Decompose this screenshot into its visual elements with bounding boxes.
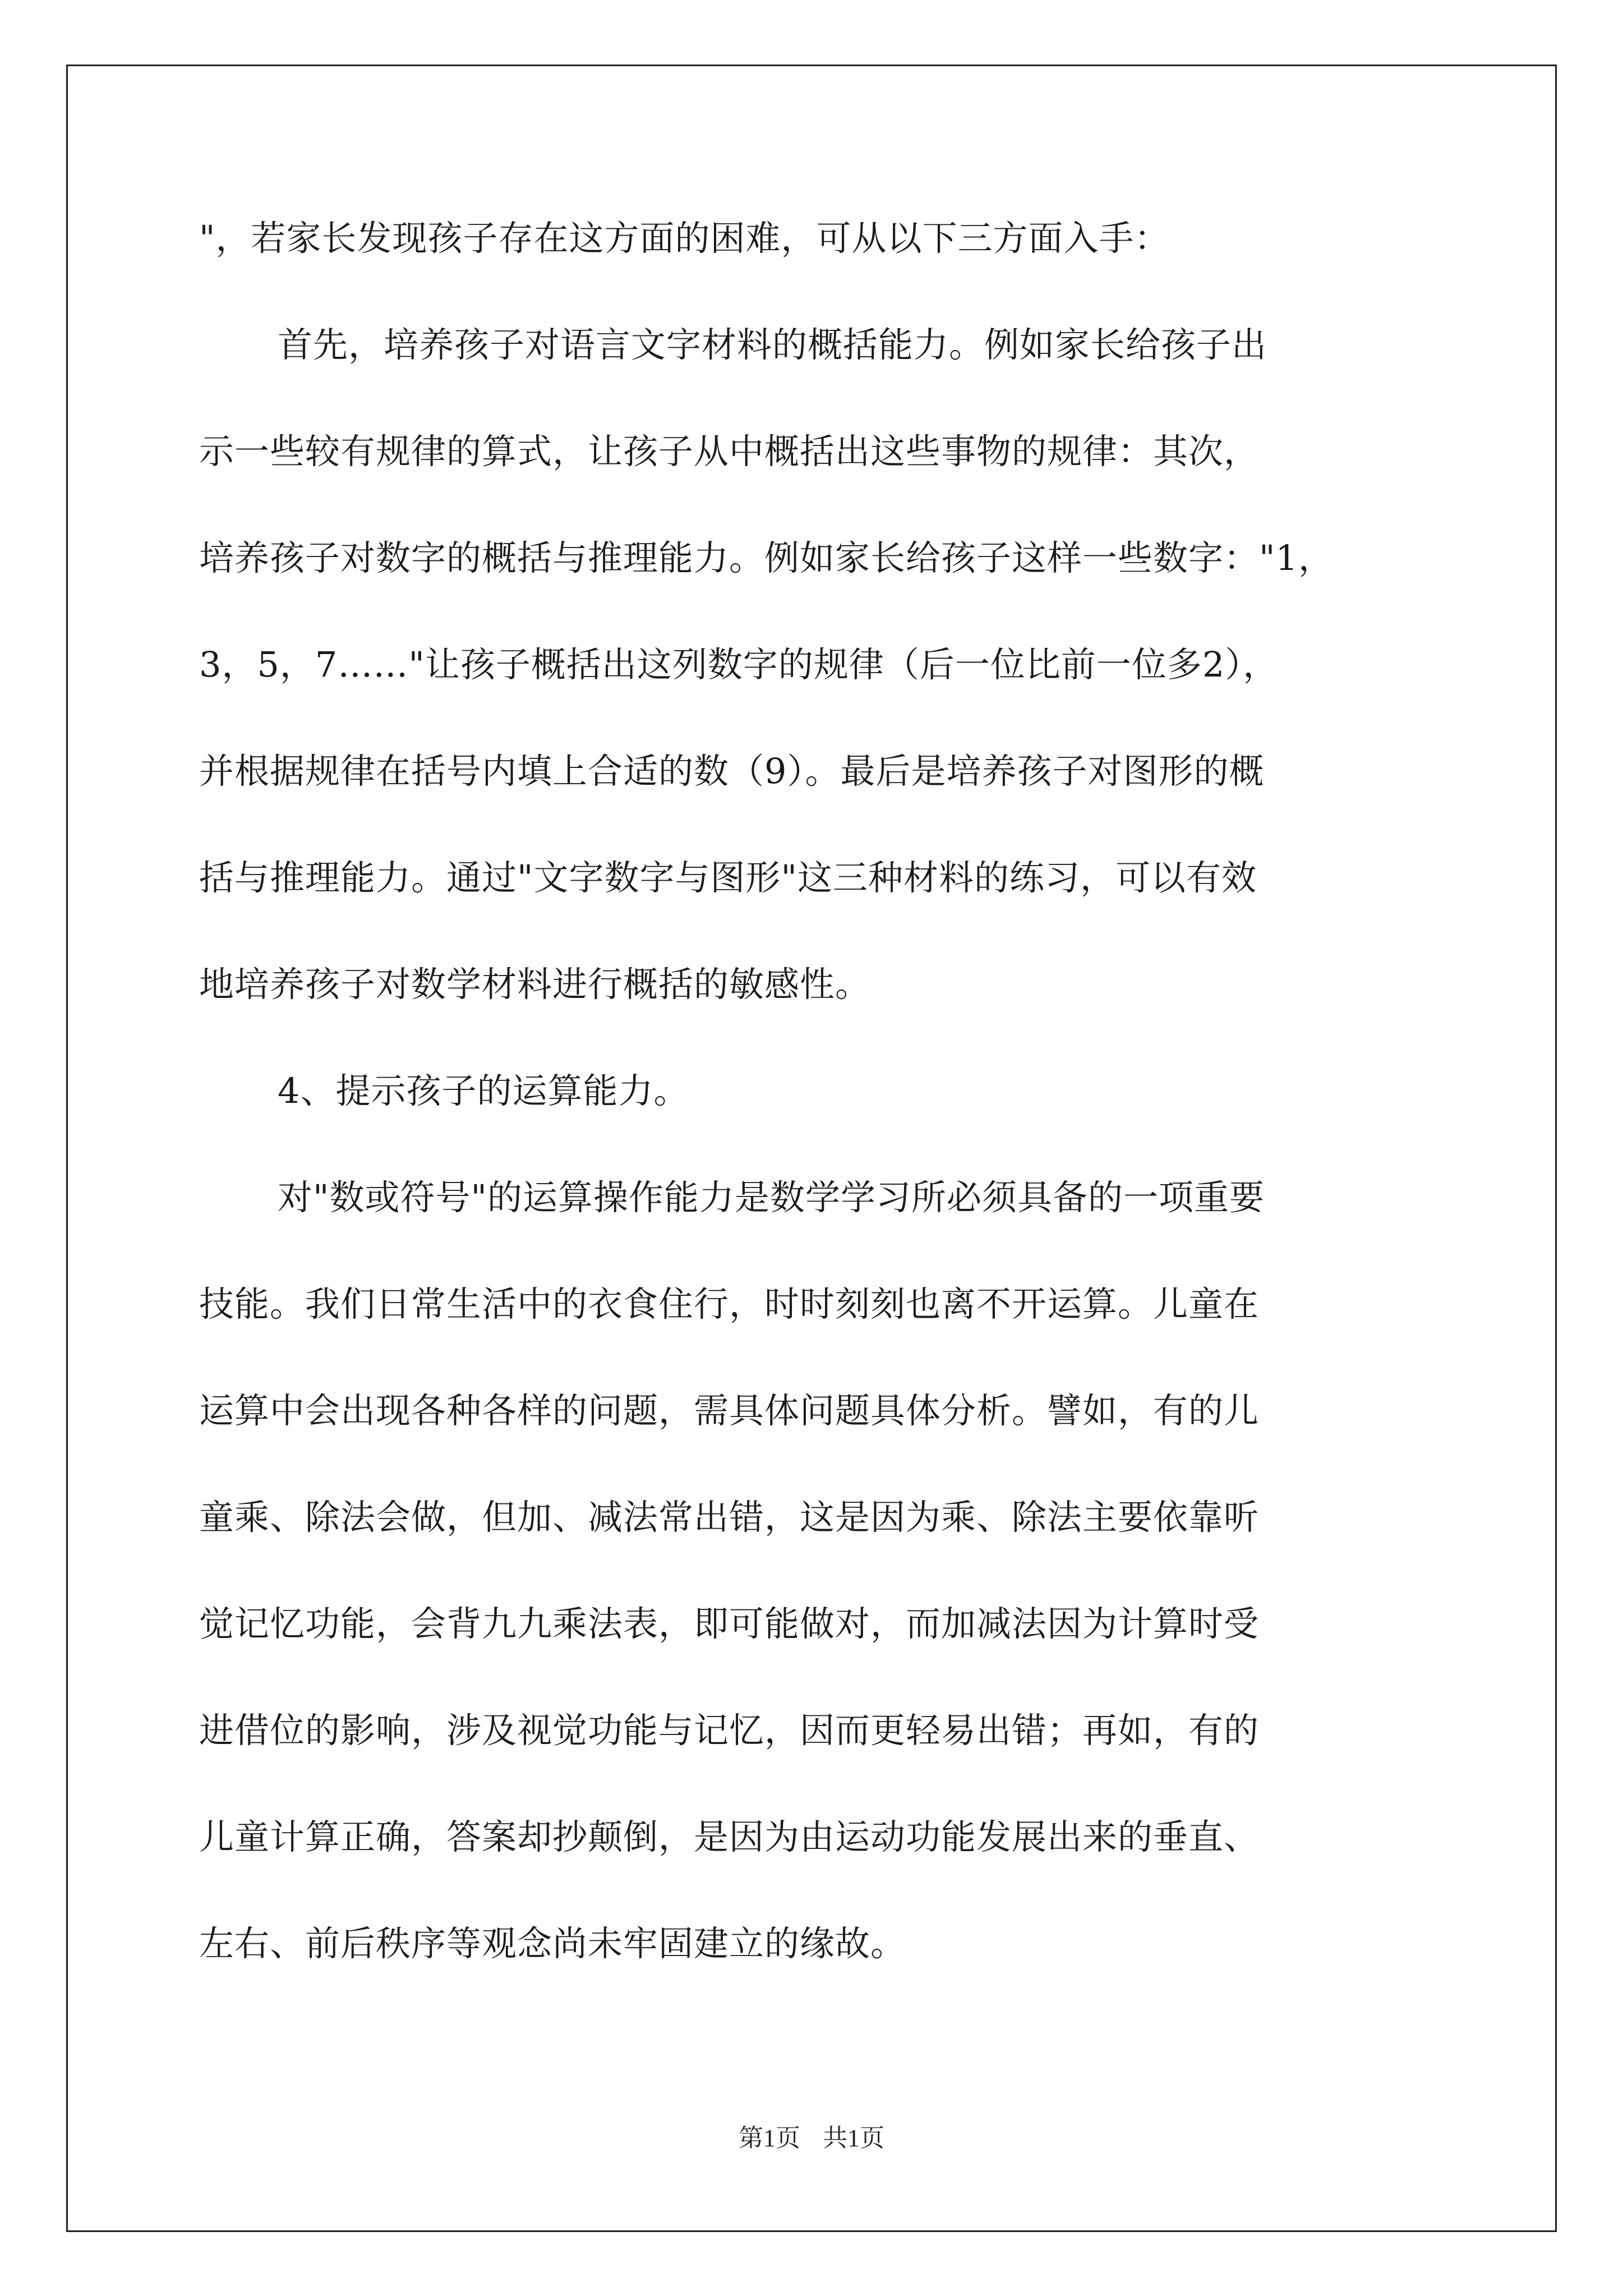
section-heading: 4、提示孩子的运算能力。: [278, 1070, 689, 1111]
page-footer: [0, 2122, 1623, 2155]
paragraph-first-line: 对"数或符号"的运算操作能力是数学学习所必须具备的一项重要: [278, 1177, 1265, 1218]
text-line: 示一些较有规律的算式，让孩子从中概括出这些事物的规律：其次，: [199, 431, 1260, 472]
text-line: 运算中会出现各种各样的问题，需具体问题具体分析。譬如，有的儿: [199, 1390, 1260, 1431]
text-line: 括与推理能力。通过"文字数字与图形"这三种材料的练习，可以有效: [199, 857, 1257, 898]
text-line: 技能。我们日常生活中的衣食住行，时时刻刻也离不开运算。儿童在: [199, 1283, 1260, 1324]
text-line: 左右、前后秩序等观念尚未牢固建立的缘故。: [199, 1923, 906, 1964]
page-number-current: 第1页: [739, 2124, 800, 2152]
text-line: 童乘、除法会做，但加、减法常出错，这是因为乘、除法主要依靠听: [199, 1497, 1260, 1538]
page-number-total: 共1页: [823, 2124, 884, 2152]
text-line: 进借位的影响，涉及视觉功能与记忆，因而更轻易出错；再如，有的: [199, 1710, 1260, 1751]
text-line: 3，5，7……"让孩子概括出这列数字的规律（后一位比前一位多2），: [199, 644, 1279, 685]
text-line: 地培养孩子对数学材料进行概括的敏感性。: [199, 964, 871, 1005]
text-line: 儿童计算正确，答案却抄颠倒，是因为由运动功能发展出来的垂直、: [199, 1816, 1260, 1857]
text-line: 培养孩子对数字的概括与推理能力。例如家长给孩子这样一些数字："1，: [199, 537, 1334, 578]
text-line: 觉记忆功能，会背九九乘法表，即可能做对，而加减法因为计算时受: [199, 1603, 1260, 1644]
text-line: "，若家长发现孩子存在这方面的困难，可从以下三方面入手：: [199, 218, 1170, 259]
paragraph-first-line: 首先，培养孩子对语言文字材料的概括能力。例如家长给孩子出: [278, 324, 1267, 365]
text-line: 并根据规律在括号内填上合适的数（9）。最后是培养孩子对图形的概: [199, 751, 1265, 792]
page-border: [66, 65, 1557, 2232]
